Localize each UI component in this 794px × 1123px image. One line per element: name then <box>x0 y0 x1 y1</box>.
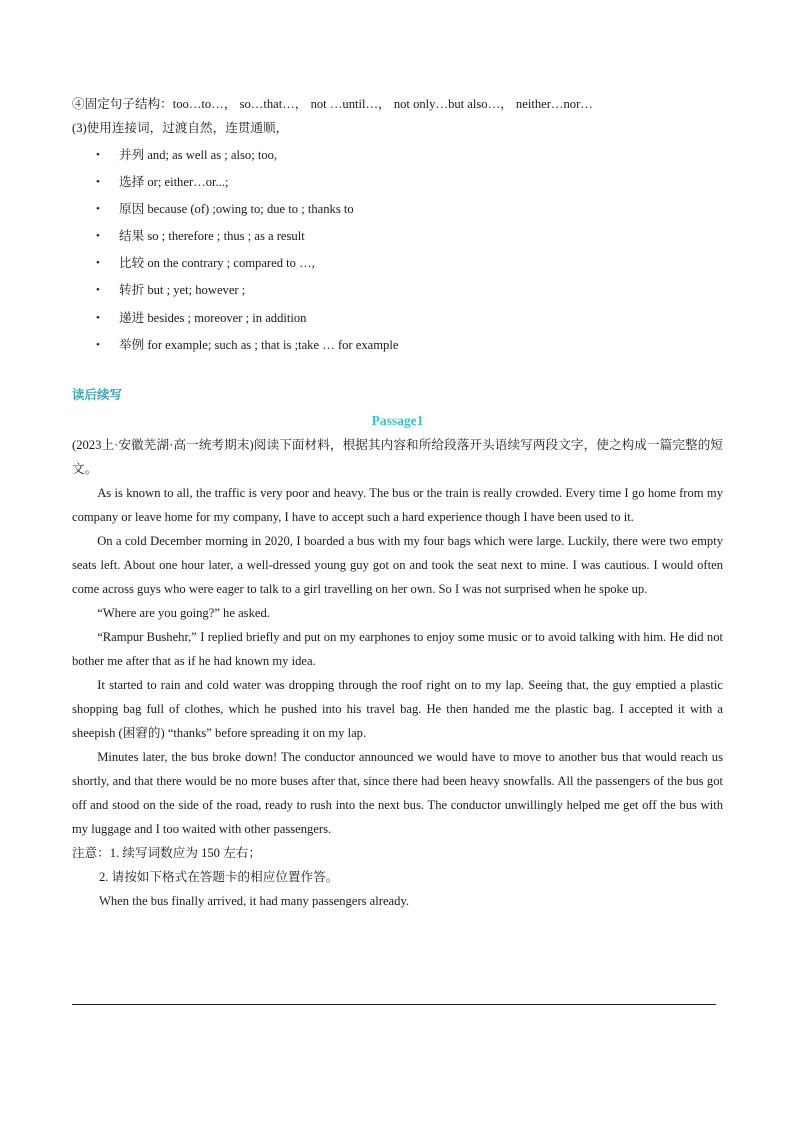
story-paragraph: It started to rain and cold water was dropping through the roof right on to my lap. Seeing that, the guy emptied a plastic shopping bag full of clothes, which he pushed into his travel bag. He then handed me the plastic bag. I accepted it with a sheepish (困窘的) “thanks” before spreading it on my lap. <box>72 677 723 740</box>
story-paragraph: As is known to all, the traffic is very poor and heavy. The bus or the train is really crowded. Every time I go home from my company or leave home for my company, I have to accept such a hard experience though I have been used to it. <box>72 485 723 524</box>
story-paragraph: Minutes later, the bus broke down! The conductor announced we would have to move to another bus that would reach us shortly, and that there would be no more buses after that, since there had been heavy snowfalls. All the passengers of the bus got off and stood on the side of the road, ready to rush into the next bus. The conductor unwillingly helped me get off the bus with my luggage and I too waited with other passengers. <box>72 749 723 836</box>
bullet-icon: • <box>96 338 100 351</box>
continuation-opening: When the bus finally arrived, it had many passengers already. <box>99 893 410 908</box>
bullet-icon: • <box>96 284 100 297</box>
list-item: • 原因 because (of) ;owing to; due to ; thanks to <box>72 196 723 223</box>
bullet-icon: • <box>96 149 100 161</box>
list-item: • 递进 besides ; moreover ; in addition <box>72 305 723 332</box>
list-item: • 结果 so ; therefore ; thus ; as a result <box>72 223 723 250</box>
bullet-icon: • <box>96 311 100 324</box>
bullet-icon: • <box>96 203 100 216</box>
list-item: • 并列 and; as well as ; also; too, <box>72 142 723 169</box>
document-page <box>72 92 723 913</box>
connector-list <box>72 142 723 359</box>
passage-title: Passage1 <box>371 412 424 428</box>
note-word-count: 注意：1. 续写词数应为 150 左右； <box>72 845 261 860</box>
answer-line[interactable] <box>72 1004 716 1005</box>
bullet-icon: • <box>96 176 100 189</box>
connectors-heading: (3)使用连接词，过渡自然，连贯通顺， <box>72 121 289 135</box>
list-item: • 转折 but ; yet; however ; <box>72 277 723 304</box>
section-title: 读后续写 <box>72 387 123 402</box>
story-paragraph: “Rampur Bushehr,” I replied briefly and put on my earphones to enjoy some music or to avoid talking with him. He did not bother me after that as if he had known my idea. <box>72 629 723 668</box>
list-item: • 举例 for example; such as ; that is ;take … for example <box>72 332 723 359</box>
note-format: 2. 请按如下格式在答题卡的相应位置作答。 <box>99 869 339 884</box>
sentence-structure-line: ④固定句子结构：too…to…， so…that…， not …until…， not only…but also…， neither…nor… <box>72 97 593 111</box>
story-paragraph: On a cold December morning in 2020, I boarded a bus with my four bags which were large. Luckily, there were two empty seats left. About one hour later, a well-dressed young guy got on and took the seat next to mine. I was cautious. I would often come across guys who were eager to talk to a girl travelling on her own. So I was not surprised when he spoke up. <box>72 533 723 596</box>
bullet-icon: • <box>96 257 100 270</box>
story-paragraph: “Where are you going?” he asked. <box>97 605 270 620</box>
list-item: • 选择 or; either…or...; <box>72 169 723 196</box>
exercise-instruction: (2023上·安徽芜湖·高一统考期末)阅读下面材料，根据其内容和所给段落开头语续写两段文字，使之构成一篇完整的短文。 <box>72 437 723 476</box>
list-item: • 比较 on the contrary ; compared to …, <box>72 250 723 277</box>
bullet-icon: • <box>96 230 100 243</box>
